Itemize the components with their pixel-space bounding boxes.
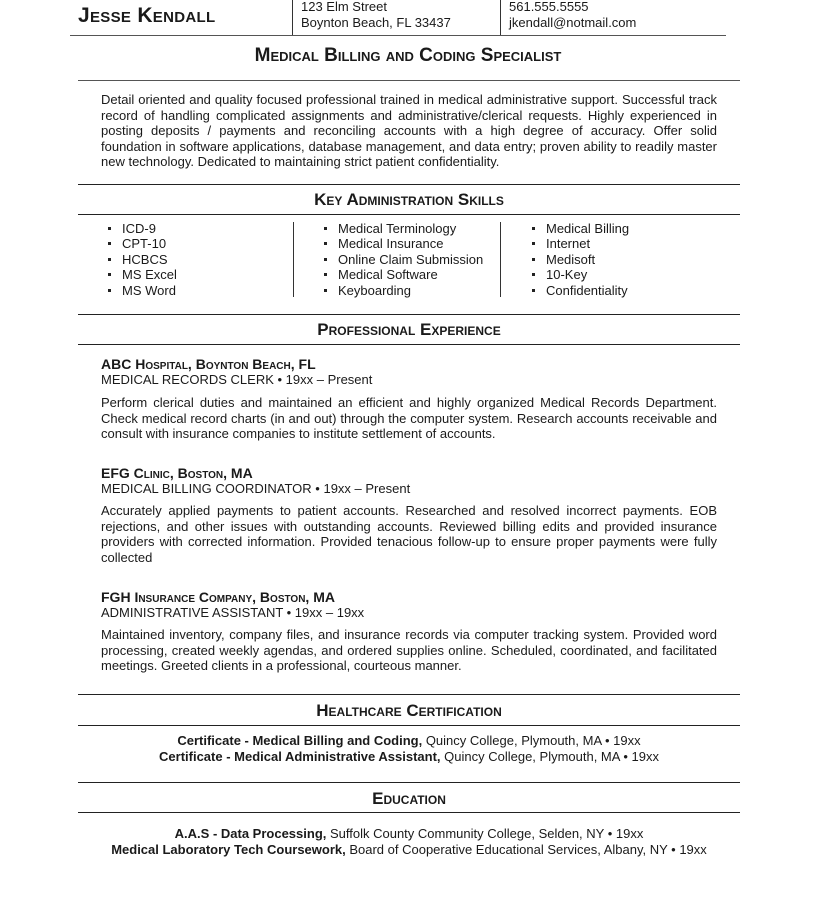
divider — [78, 694, 740, 695]
divider — [78, 214, 740, 215]
education-item — [78, 826, 740, 842]
skill-item: Confidentiality — [524, 283, 629, 298]
skill-item: CPT-10 — [100, 236, 177, 251]
address-line2: Boynton Beach, FL 33437 — [301, 14, 451, 30]
certification-heading: Healthcare Certification — [316, 701, 502, 720]
skill-item: ICD-9 — [100, 221, 177, 236]
certification-item — [78, 733, 740, 749]
skill-item: MS Word — [100, 283, 177, 298]
job-role: ADMINISTRATIVE ASSISTANT • 19xx – 19xx — [101, 605, 365, 620]
skill-item: Online Claim Submission — [316, 252, 483, 267]
header-divider — [500, 0, 501, 36]
job-entry — [101, 356, 717, 388]
skill-item: MS Excel — [100, 267, 177, 282]
skills-column-2 — [316, 221, 483, 298]
job-organization: EFG Clinic, Boston, MA — [101, 465, 253, 481]
job-entry — [101, 589, 717, 621]
certification-list — [78, 733, 740, 764]
email[interactable]: jkendall@notmail.com — [509, 14, 637, 30]
job-entry — [101, 465, 717, 497]
skill-item: Medical Billing — [524, 221, 629, 236]
divider — [78, 184, 740, 185]
skill-item: Medisoft — [524, 252, 629, 267]
job-description: Perform clerical duties and maintained an efficient and highly organized Medical Records Department. Check medical record charts (in and out) through the computer system. Research accounts receivable and consult with insurance companies to institute settlement of accounts. — [101, 395, 717, 441]
column-divider — [500, 222, 501, 297]
address — [301, 0, 451, 30]
divider — [78, 80, 740, 81]
skills-column-3 — [524, 221, 629, 298]
education-name: Medical Laboratory Tech Coursework, — [111, 841, 346, 857]
job-organization: FGH Insurance Company, Boston, MA — [101, 589, 335, 605]
skill-item: Medical Terminology — [316, 221, 483, 236]
skill-item: Internet — [524, 236, 629, 251]
divider — [78, 314, 740, 315]
phone: 561.555.5555 — [509, 0, 589, 14]
education-detail: Suffolk County Community College, Selden, NY • 19xx — [326, 826, 644, 841]
header-divider — [292, 0, 293, 36]
job-role: MEDICAL BILLING COORDINATOR • 19xx – Present — [101, 481, 411, 496]
skill-item: HCBCS — [100, 252, 177, 267]
contact — [509, 0, 636, 30]
address-line1: 123 Elm Street — [301, 0, 387, 14]
job-description: Accurately applied payments to patient accounts. Researched and resolved incorrect payments. EOB rejections, and other issues with outstanding accounts. Reviewed billing edits and provided insurance providers with corrected information. Provided tenacious follow-up to ensure proper payments were fully collected — [101, 503, 717, 565]
skill-item: 10-Key — [524, 267, 629, 282]
certification-name: Certificate - Medical Administrative Assistant, — [159, 748, 441, 764]
skill-item: Medical Software — [316, 267, 483, 282]
certification-item — [78, 749, 740, 765]
divider — [70, 35, 726, 36]
job-description: Maintained inventory, company files, and insurance records via computer tracking system. Provided word processing, created weekly agendas, and ordered supplies online. Scheduled, coordinated, and facilitated meetings. Greeted clients in a professional, courteous manner. — [101, 627, 717, 673]
skill-item: Keyboarding — [316, 283, 483, 298]
summary: Detail oriented and quality focused professional trained in medical administrative support. Successful track record of handling complicated assignments and administrative/clerical requests. Highly experienced in posting deposits / payments and reconciling accounts with a high degree of accuracy. Offer solid foundation in software applications, database management, and data entry; proven ability to readily master new technology. Dedicated to maintaining strict patient confidentiality. — [101, 92, 717, 169]
skill-item: Medical Insurance — [316, 236, 483, 251]
candidate-name: Jesse Kendall — [78, 4, 216, 27]
column-divider — [293, 222, 294, 297]
resume-title: Medical Billing and Coding Specialist — [254, 45, 562, 66]
skills-heading: Key Administration Skills — [314, 190, 504, 209]
divider — [78, 782, 740, 783]
certification-detail: Quincy College, Plymouth, MA • 19xx — [422, 733, 641, 748]
job-organization: ABC Hospital, Boynton Beach, FL — [101, 356, 316, 372]
education-detail: Board of Cooperative Educational Services, Albany, NY • 19xx — [345, 841, 707, 857]
education-name: A.A.S - Data Processing, — [174, 826, 327, 841]
education-item — [78, 842, 740, 858]
skills-column-1 — [100, 221, 177, 298]
divider — [78, 725, 740, 726]
certification-name: Certificate - Medical Billing and Coding, — [177, 733, 423, 748]
certification-detail: Quincy College, Plymouth, MA • 19xx — [440, 748, 659, 764]
education-list — [78, 826, 740, 857]
experience-heading: Professional Experience — [317, 320, 501, 339]
divider — [78, 344, 740, 345]
divider — [78, 812, 740, 813]
education-heading: Education — [372, 789, 446, 808]
job-role: MEDICAL RECORDS CLERK • 19xx – Present — [101, 372, 373, 387]
